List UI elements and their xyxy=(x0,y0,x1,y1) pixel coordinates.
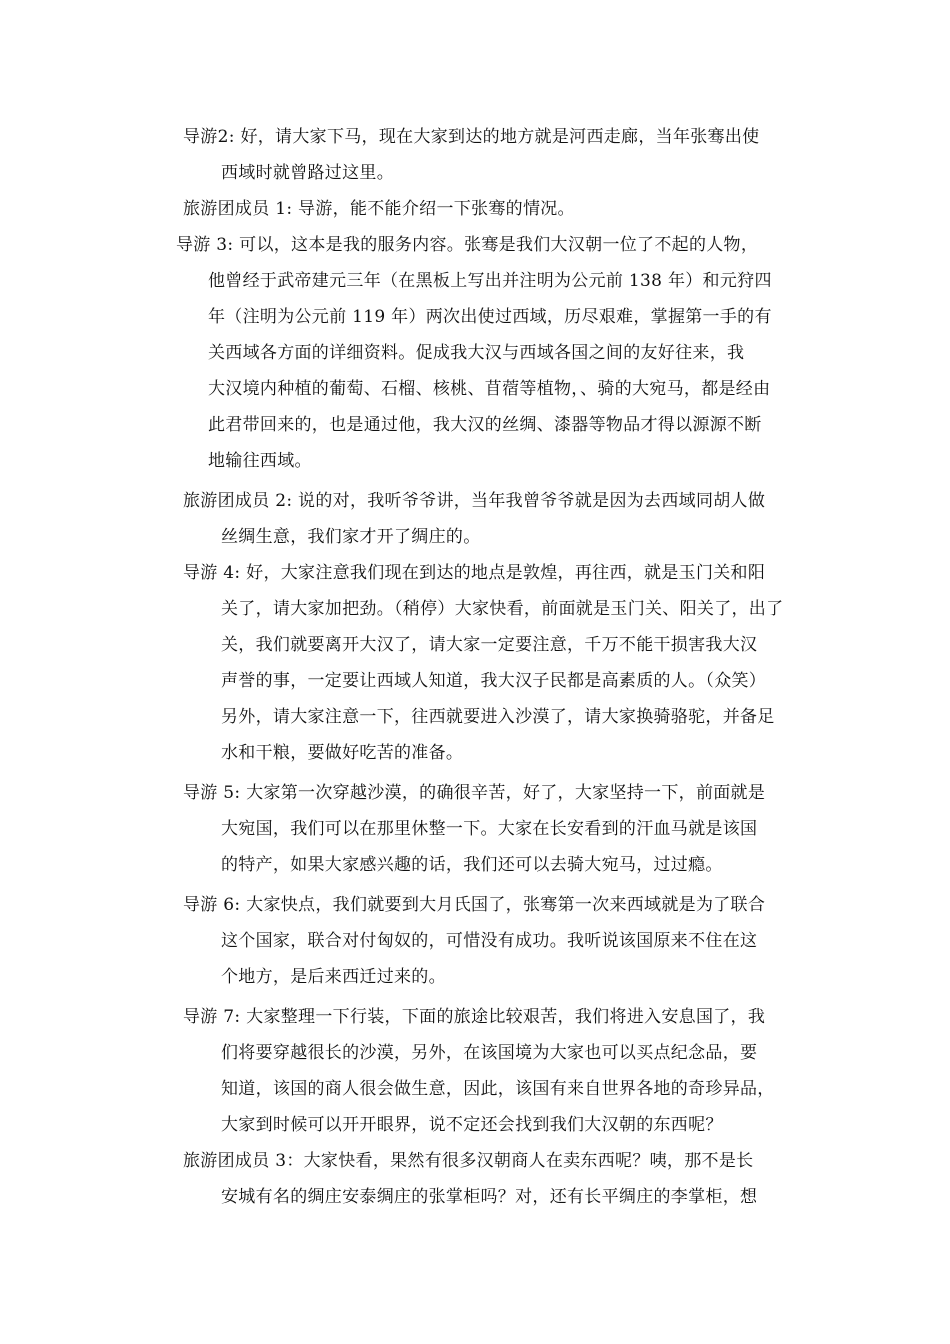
paragraph-first-line: 导游 5: 大家第一次穿越沙漠，的确很辛苦，好了，大家坚持一下，前面就是 xyxy=(183,783,766,803)
paragraph-first-line: 旅游团成员 1: 导游，能不能介绍一下张骞的情况。 xyxy=(183,199,575,219)
paragraph-line: 们将要穿越很长的沙漠，另外，在该国境为大家也可以买点纪念品，要 xyxy=(221,1043,758,1063)
paragraph-line: 大家到时候可以开开眼界，说不定还会找到我们大汉朝的东西呢？ xyxy=(221,1115,723,1135)
paragraph-first-line: 导游 4: 好，大家注意我们现在到达的地点是敦煌，再往西，就是玉门关和阳 xyxy=(183,563,766,583)
paragraph-line: 地输往西域。 xyxy=(208,451,312,471)
paragraph-line: 另外，请大家注意一下，往西就要进入沙漠了，请大家换骑骆驼，并备足 xyxy=(221,707,775,727)
paragraph-first-line: 旅游团成员 2: 说的对，我听爷爷讲，当年我曾爷爷就是因为去西域同胡人做 xyxy=(183,491,766,511)
paragraph-line: 他曾经于武帝建元三年（在黑板上写出并注明为公元前 138 年）和元狩四 xyxy=(208,271,772,291)
paragraph-line: 西域时就曾路过这里。 xyxy=(221,163,394,183)
paragraph-line: 大宛国，我们可以在那里休整一下。大家在长安看到的汗血马就是该国 xyxy=(221,819,758,839)
paragraph-first-line: 导游 7: 大家整理一下行装，下面的旅途比较艰苦，我们将进入安息国了，我 xyxy=(183,1007,766,1027)
paragraph-line: 安城有名的绸庄安泰绸庄的张掌柜吗？对，还有长平绸庄的李掌柜，想 xyxy=(221,1187,758,1207)
paragraph-line: 的特产，如果大家感兴趣的话，我们还可以去骑大宛马，过过瘾。 xyxy=(221,855,723,875)
paragraph-line: 大汉境内种植的葡萄、石榴、核桃、苜蓿等植物，、骑的大宛马，都是经由 xyxy=(208,379,771,399)
paragraph-line: 个地方，是后来西迁过来的。 xyxy=(221,967,446,987)
paragraph-line: 关，我们就要离开大汉了，请大家一定要注意，千万不能干损害我大汉 xyxy=(221,635,758,655)
paragraph-line: 声誉的事，一定要让西域人知道，我大汉子民都是高素质的人。（众笑） xyxy=(221,671,767,691)
paragraph-line: 这个国家，联合对付匈奴的，可惜没有成功。我听说该国原来不住在这 xyxy=(221,931,758,951)
paragraph-line: 年（注明为公元前 119 年）两次出使过西域，历尽艰难，掌握第一手的有 xyxy=(208,307,772,327)
paragraph-first-line: 导游2: 好，请大家下马，现在大家到达的地方就是河西走廊，当年张骞出使 xyxy=(183,127,760,147)
paragraph-first-line: 导游 3: 可以，这本是我的服务内容。张骞是我们大汉朝一位了不起的人物， xyxy=(176,235,759,255)
paragraph-line: 此君带回来的，也是通过他，我大汉的丝绸、漆器等物品才得以源源不断 xyxy=(208,415,762,435)
paragraph-line: 关了，请大家加把劲。（稍停）大家快看，前面就是玉门关、阳关了，出了 xyxy=(221,599,784,619)
paragraph-first-line: 导游 6: 大家快点，我们就要到大月氏国了，张骞第一次来西域就是为了联合 xyxy=(183,895,766,915)
paragraph-line: 知道，该国的商人很会做生意，因此，该国有来自世界各地的奇珍异品， xyxy=(221,1079,775,1099)
paragraph-line: 关西域各方面的详细资料。促成我大汉与西域各国之间的友好往来，我 xyxy=(208,343,745,363)
paragraph-line: 水和干粮，要做好吃苦的准备。 xyxy=(221,743,464,763)
paragraph-first-line: 旅游团成员 3：大家快看，果然有很多汉朝商人在卖东西呢？咦，那不是长 xyxy=(183,1151,754,1171)
paragraph-line: 丝绸生意，我们家才开了绸庄的。 xyxy=(221,527,481,547)
